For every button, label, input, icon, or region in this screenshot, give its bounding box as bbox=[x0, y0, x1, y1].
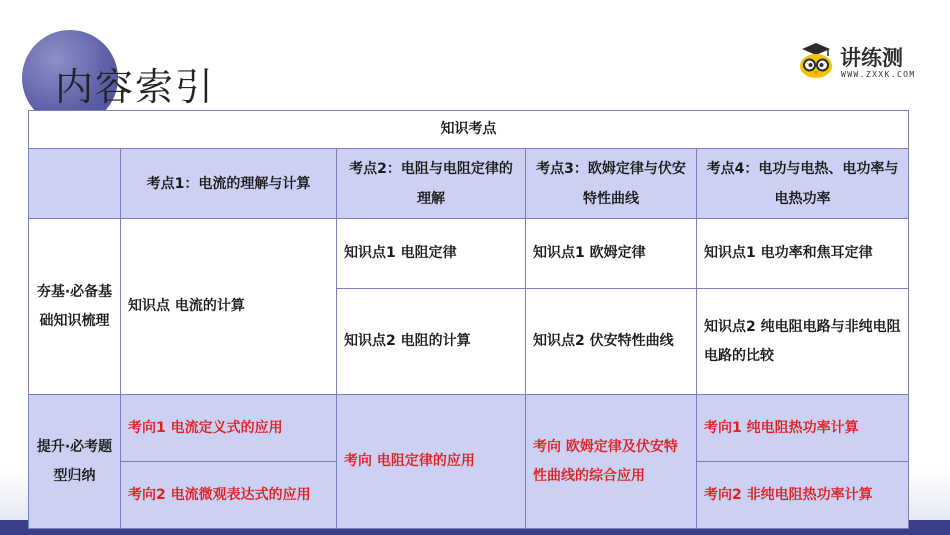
basic-cell-2-1: 知识点1 电阻定律 bbox=[337, 219, 526, 289]
column-header-3: 考点3：欧姆定律与伏安特性曲线 bbox=[526, 149, 697, 219]
column-header-4: 考点4：电功与电热、电功率与电热功率 bbox=[697, 149, 909, 219]
page-title: 内容索引 bbox=[55, 65, 216, 109]
knowledge-index-table bbox=[28, 110, 909, 529]
advanced-cell-3: 考向 欧姆定律及伏安特性曲线的综合应用 bbox=[526, 395, 697, 529]
advanced-cell-1-1: 考向1 电流定义式的应用 bbox=[121, 395, 337, 462]
basic-cell-3-2: 知识点2 伏安特性曲线 bbox=[526, 289, 697, 395]
advanced-cell-1-2: 考向2 电流微观表达式的应用 bbox=[121, 462, 337, 529]
basic-cell-4-2: 知识点2 纯电阻电路与非纯电阻电路的比较 bbox=[697, 289, 909, 395]
advanced-cell-2: 考向 电阻定律的应用 bbox=[337, 395, 526, 529]
basic-cell-3-1: 知识点1 欧姆定律 bbox=[526, 219, 697, 289]
basic-cell-4-1: 知识点1 电功率和焦耳定律 bbox=[697, 219, 909, 289]
logo bbox=[796, 40, 931, 80]
advanced-cell-4-2: 考向2 非纯电阻热功率计算 bbox=[697, 462, 909, 529]
advanced-cell-4-1: 考向1 纯电阻热功率计算 bbox=[697, 395, 909, 462]
table-title: 知识考点 bbox=[29, 111, 909, 149]
column-header-1: 考点1：电流的理解与计算 bbox=[121, 149, 337, 219]
row-header-advanced: 提升·必考题型归纳 bbox=[29, 395, 121, 529]
owl-mascot-icon bbox=[796, 40, 836, 80]
corner-cell bbox=[29, 149, 121, 219]
basic-cell-2-2: 知识点2 电阻的计算 bbox=[337, 289, 526, 395]
basic-cell-1: 知识点 电流的计算 bbox=[121, 219, 337, 395]
row-header-basic: 夯基·必备基础知识梳理 bbox=[29, 219, 121, 395]
logo-url: WWW.ZXXK.COM bbox=[841, 70, 916, 79]
logo-text: 讲练测 bbox=[840, 46, 903, 70]
column-header-2: 考点2：电阻与电阻定律的理解 bbox=[337, 149, 526, 219]
